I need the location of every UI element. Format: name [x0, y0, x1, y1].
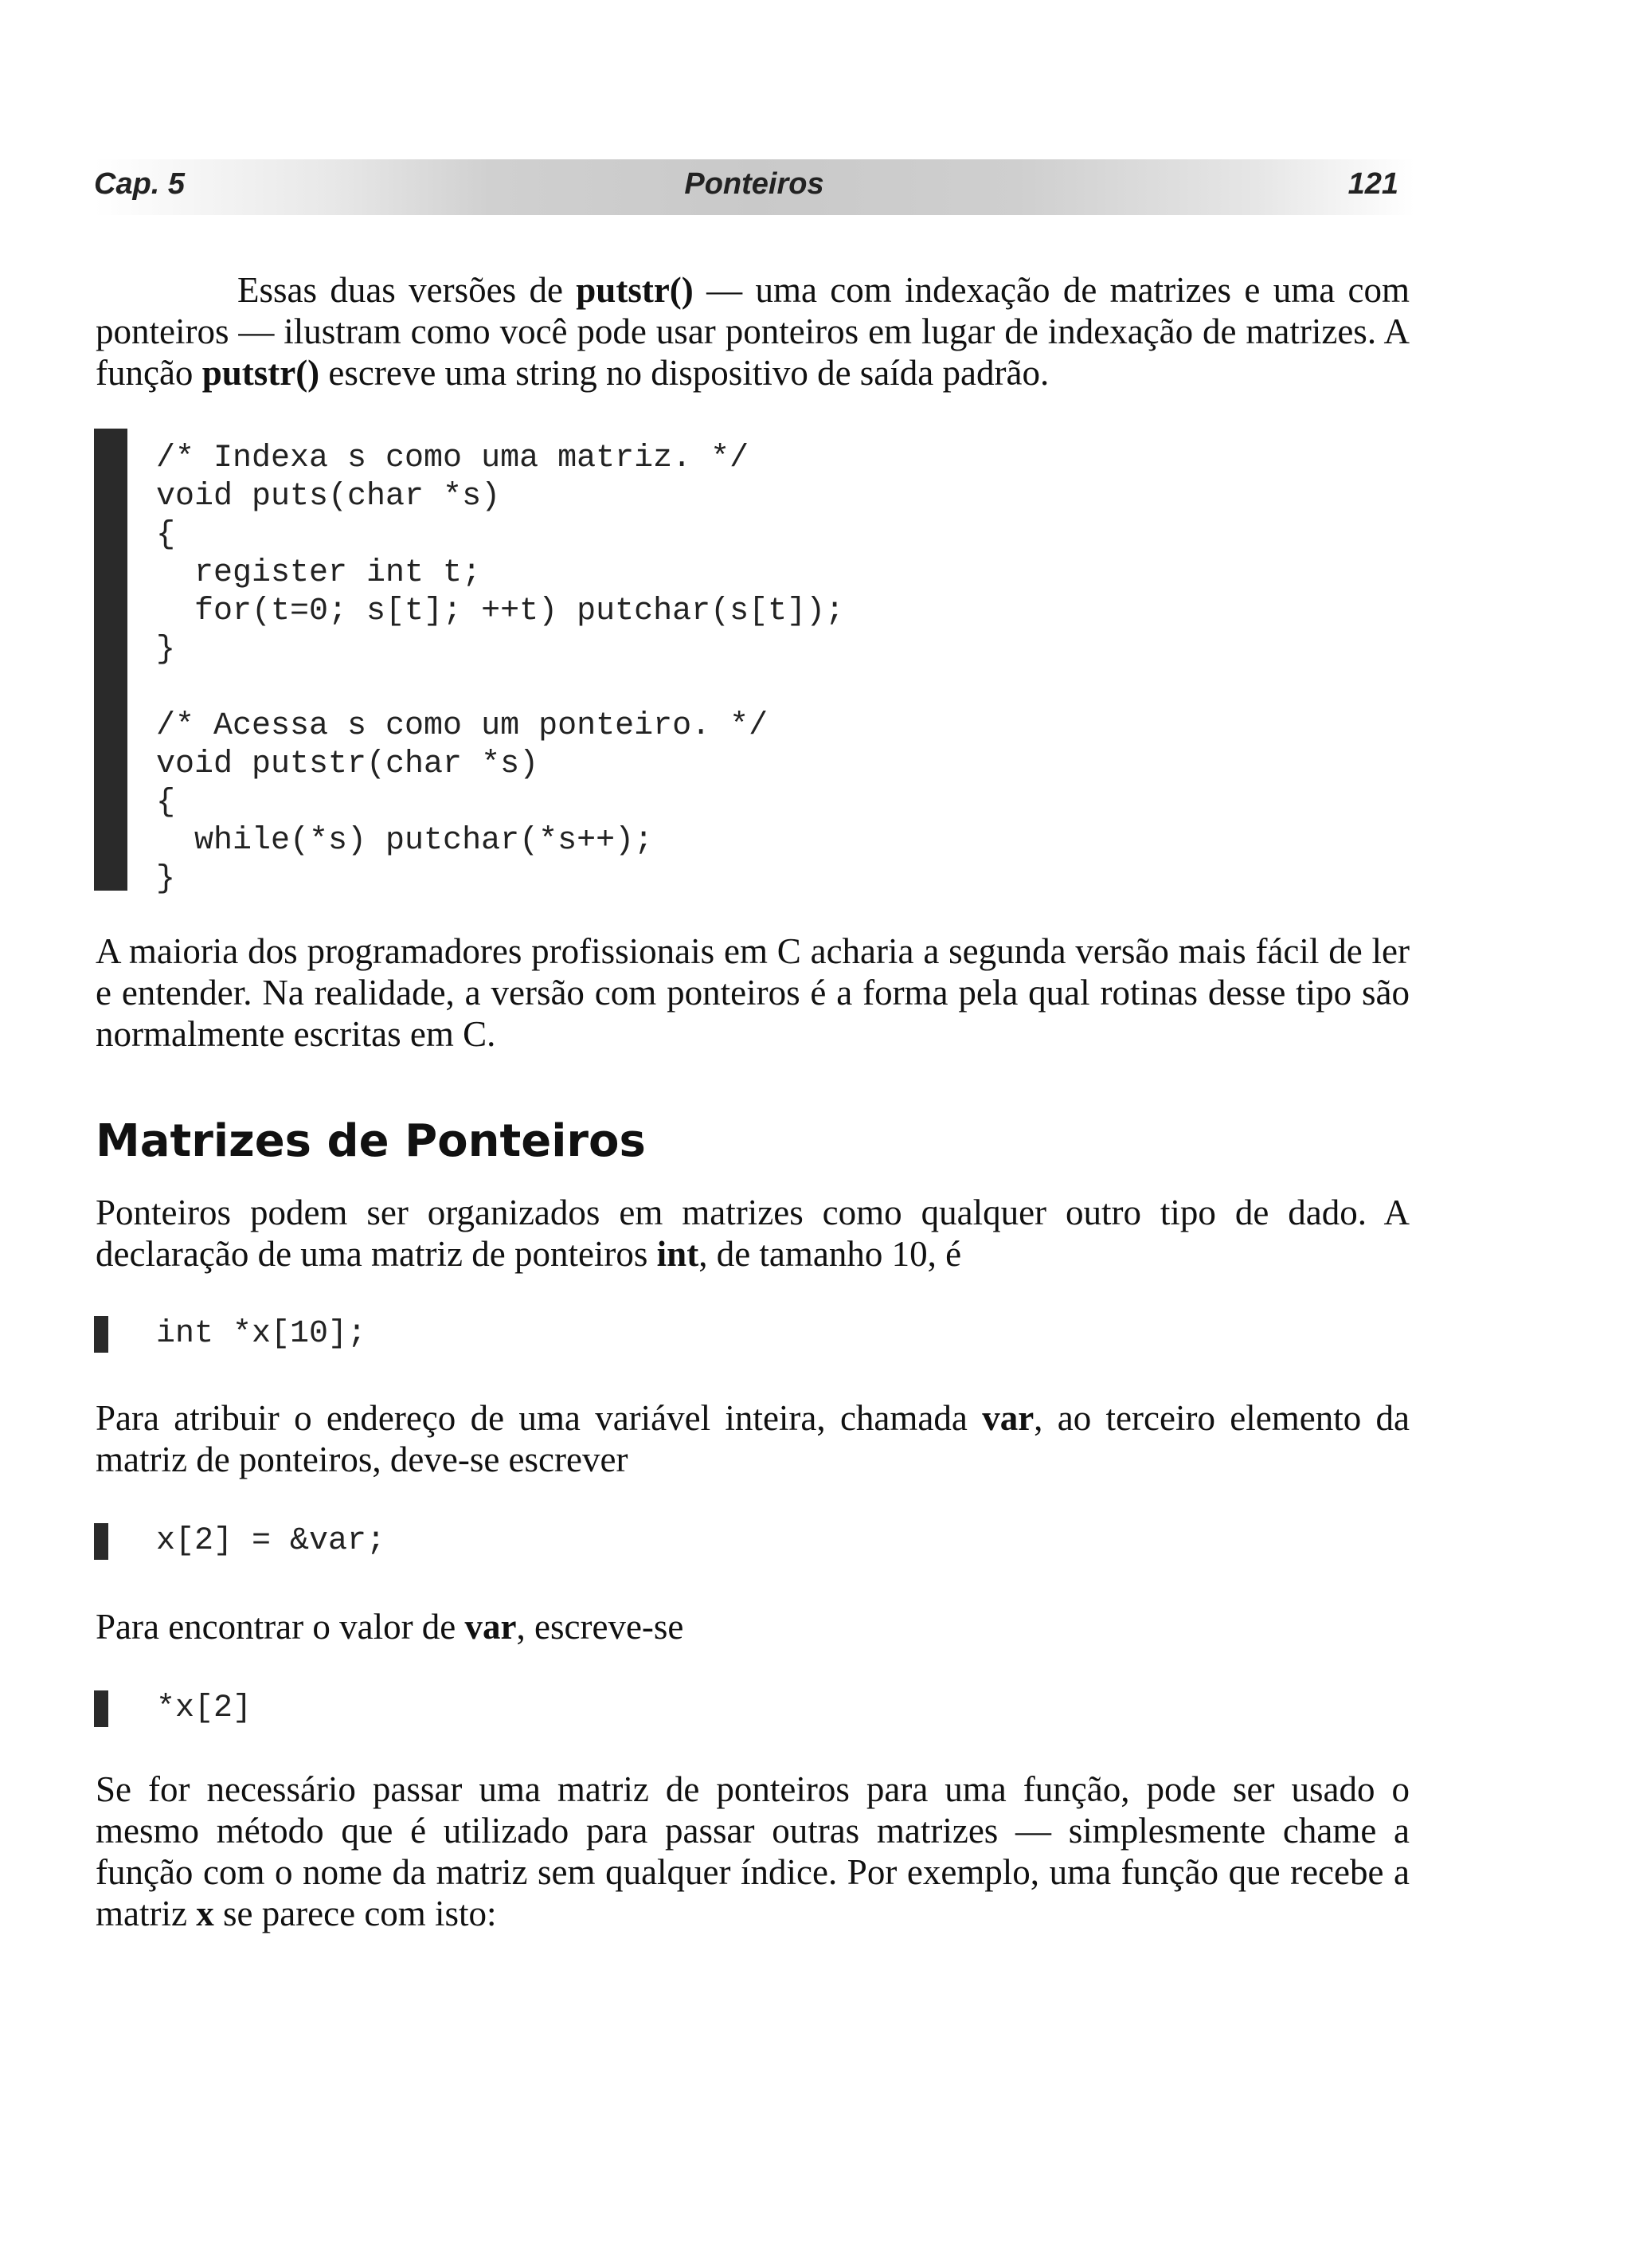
code-block-marker: [94, 1690, 108, 1727]
code-line: for(t=0; s[t]; ++t) putchar(s[t]);: [156, 593, 845, 629]
section-heading: Matrizes de Ponteiros: [96, 1115, 646, 1167]
intro-paragraph: [96, 269, 1410, 394]
code-block-marker: [94, 1523, 108, 1560]
code-line: void puts(char *s): [156, 479, 501, 515]
code-declaration: int *x[10];: [156, 1316, 367, 1352]
paragraph-assignment: [96, 1397, 1410, 1480]
paragraph-comparison: A maioria dos programadores profissionais em C acharia a segunda versão mais fácil de ler e entender. Na realidade, a versão com ponteiros é a forma pela qual rotinas desse tipo são normalmente escritas em C.: [96, 931, 1410, 1054]
text-run: Para atribuir o endereço de uma variável inteira, chamada: [96, 1398, 983, 1438]
code-block-marker: [94, 429, 127, 891]
code-assignment: x[2] = &var;: [156, 1523, 386, 1559]
text-run: escreve uma string no dispositivo de saída padrão.: [319, 353, 1050, 393]
function-name: putstr(): [201, 353, 320, 393]
code-line: while(*s) putchar(*s++);: [156, 823, 654, 859]
code-dereference: *x[2]: [156, 1690, 252, 1726]
paragraph-declaration: [96, 1192, 1410, 1275]
text-run: Essas duas versões de: [237, 270, 577, 310]
text-run: Para encontrar o valor de: [96, 1607, 465, 1647]
code-line: register int t;: [156, 555, 482, 591]
variable-name: var: [464, 1607, 517, 1647]
text-run: Ponteiros podem ser organizados em matrizes como qualquer outro tipo de dado. A declaração de uma matriz de ponteiros: [96, 1193, 1410, 1274]
code-line: /* Indexa s como uma matriz. */: [156, 441, 749, 476]
paragraph-value: [96, 1606, 1410, 1647]
code-line: /* Acessa s como um ponteiro. */: [156, 708, 769, 744]
code-line: [156, 669, 844, 707]
code-line: void putstr(char *s): [156, 746, 539, 782]
code-block-puts: [156, 440, 844, 899]
chapter-label: Cap. 5: [94, 167, 186, 201]
text-run: , escreve-se: [516, 1607, 684, 1647]
paragraph-passing: [96, 1769, 1410, 1934]
variable-name: var: [982, 1398, 1035, 1438]
code-line: {: [156, 517, 176, 553]
function-name: putstr(): [576, 270, 694, 310]
text-run: , de tamanho 10, é: [698, 1234, 962, 1274]
text-run: Se for necessário passar uma matriz de ponteiros para uma função, pode ser usado o mesmo método que é utilizado para passar outras matrizes — simplesmente chame a função com o nome da matriz sem qualquer índice. Por exemplo, uma função que recebe a matriz: [96, 1769, 1410, 1933]
text-run: se parece com isto:: [213, 1894, 497, 1933]
code-block-marker: [94, 1316, 108, 1353]
keyword: int: [656, 1234, 699, 1274]
running-header: [94, 159, 1414, 215]
variable-name: x: [196, 1894, 214, 1933]
code-line: {: [156, 785, 176, 821]
text-run: — uma com indexação de matrizes e uma com ponteiros — ilustram como você pode usar ponteiros em lugar de indexação de matrizes. A função: [96, 270, 1410, 393]
page-number: 121: [1347, 167, 1398, 201]
code-line: }: [156, 632, 176, 668]
chapter-title: Ponteiros: [684, 167, 824, 201]
text-run: , ao terceiro elemento da matriz de ponteiros, deve-se escrever: [96, 1398, 1410, 1479]
code-line: }: [156, 861, 176, 897]
